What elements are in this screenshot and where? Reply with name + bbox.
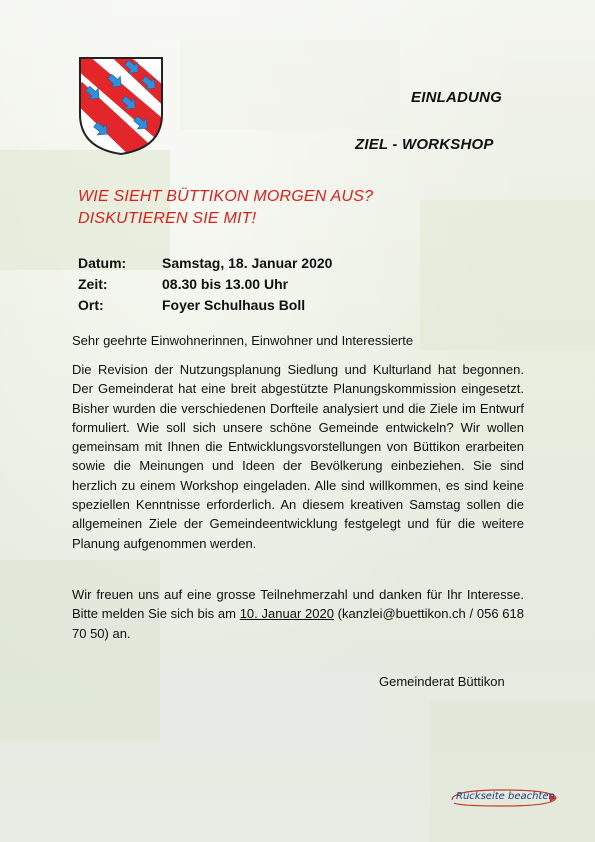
- registration-text: Wir freuen uns auf eine grosse Teilnehmerzahl und danken für Ihr Interesse. Bitte melden Sie sich bis am: [72, 587, 524, 622]
- back-page-note-text: Rückseite beachten: [456, 791, 555, 802]
- date-value: Samstag, 18. Januar 2020: [162, 255, 333, 271]
- headline: [78, 186, 373, 230]
- detail-row-time: [78, 274, 332, 295]
- place-value: Foyer Schulhaus Boll: [162, 297, 306, 313]
- detail-row-date: [78, 253, 332, 274]
- background-field: [180, 40, 400, 130]
- background-field: [420, 200, 595, 350]
- time-label: Zeit:: [78, 276, 108, 292]
- time-value: 08.30 bis 13.00 Uhr: [162, 276, 289, 292]
- registration-paragraph: [72, 585, 524, 643]
- signature: Gemeinderat Büttikon: [379, 674, 505, 689]
- coat-of-arms-icon: [78, 56, 164, 156]
- date-label: Datum:: [78, 255, 127, 271]
- detail-row-place: [78, 295, 332, 316]
- headline-line: DISKUTIEREN SIE MIT!: [78, 210, 257, 227]
- registration-deadline: 10. Januar 2020: [239, 606, 334, 622]
- document-subtitle: ZIEL - WORKSHOP: [355, 136, 494, 153]
- salutation: Sehr geehrte Einwohnerinnen, Einwohner und Interessierte: [72, 333, 414, 348]
- contact-text: (kanzlei@buettikon.ch / 056 618 70 50) an.: [72, 606, 524, 641]
- event-details: [78, 253, 332, 316]
- document-title: EINLADUNG: [411, 89, 502, 106]
- headline-line: WIE SIEHT BÜTTIKON MORGEN AUS?: [78, 188, 374, 205]
- body-paragraph: Die Revision der Nutzungsplanung Siedlung und Kulturland hat begonnen. Der Gemeinderat hat eine breit abgestützte Planungskommission eingesetzt. Bisher wurden die verschiedenen Dorfteile analysiert und die Ziele im Entwurf formuliert. Wie soll sich unsere schöne Gemeinde entwickeln? Wir wollen gemeinsam mit Ihnen die Entwicklungsvorstellungen von Büttikon erarbeiten sowie die Meinungen und Ideen der Bevölkerung einbeziehen. Sie sind herzlich zu einem Workshop eingeladen. Alle sind willkommen, es sind keine speziellen Kenntnisse erforderlich. An diesem kreativen Samstag sollen die allgemeinen Ziele der Gemeindeentwicklung festgelegt und für die weitere Planung aufgenommen werden.: [72, 362, 524, 551]
- back-page-note: [446, 786, 564, 810]
- background-building-area: [160, 660, 370, 760]
- place-label: Ort:: [78, 297, 104, 313]
- background-field: [430, 700, 595, 842]
